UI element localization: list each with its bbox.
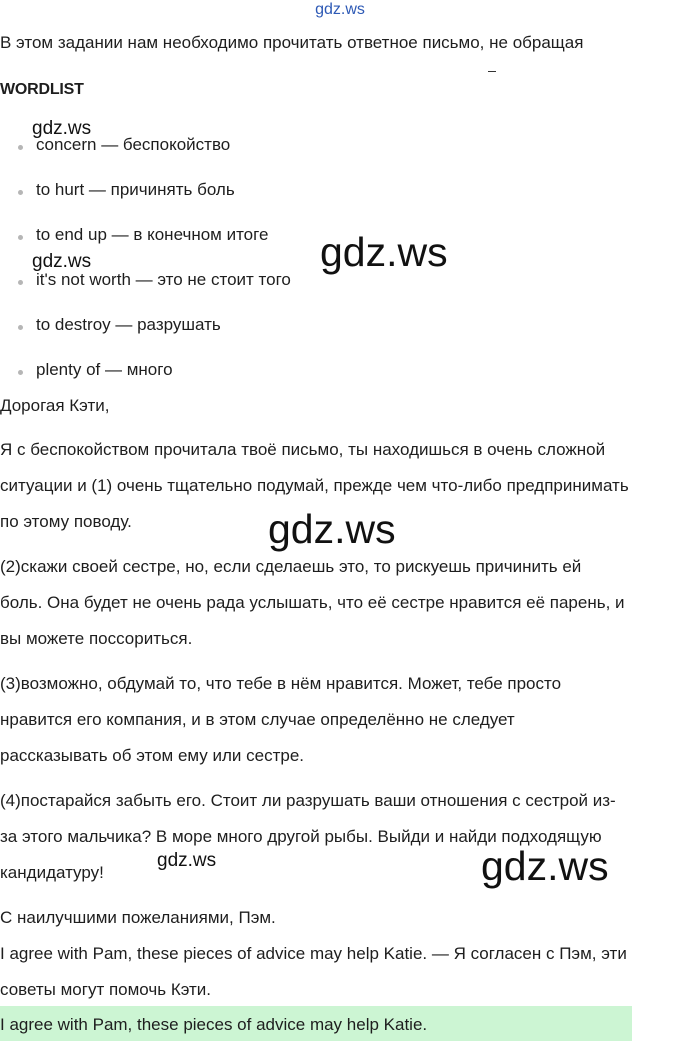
stray-dash (488, 71, 496, 72)
wordlist-heading: WORDLIST (0, 81, 84, 98)
conclusion-line: I agree with Pam, these pieces of advice may help Katie. — Я согласен с Пэм, эти (0, 944, 627, 963)
watermark: gdz.ws (268, 506, 396, 552)
bullet-icon (18, 235, 23, 240)
watermark: gdz.ws (32, 251, 92, 272)
paragraph-line: по этому поводу. (0, 512, 132, 531)
paragraph-line: нравится его компания, и в этом случае определённо не следует (0, 710, 515, 729)
bullet-icon (18, 145, 23, 150)
bullet-icon (18, 280, 23, 285)
wordlist-item-text: to destroy — разрушать (36, 315, 221, 334)
bullet-icon (18, 325, 23, 330)
wordlist-item-text: it's not worth — это не стоит того (36, 270, 291, 289)
paragraph-line: вы можете поссориться. (0, 629, 193, 648)
wordlist-item-text: to hurt — причинять боль (36, 180, 235, 199)
watermark: gdz.ws (320, 229, 448, 275)
watermark: gdz.ws (157, 850, 217, 871)
watermark: gdz.ws (32, 118, 92, 139)
paragraph-line: за этого мальчика? В море много другой рыбы. Выйди и найди подходящую (0, 827, 602, 846)
paragraph-line: кандидатуру! (0, 863, 104, 882)
answer-text: I agree with Pam, these pieces of advice may help Katie. (0, 1015, 428, 1034)
watermark: gdz.ws (481, 843, 609, 889)
bullet-icon (18, 190, 23, 195)
conclusion-line: советы могут помочь Кэти. (0, 980, 212, 999)
paragraph-line: ситуации и (1) очень тщательно подумай, прежде чем что-либо предпринимать (0, 476, 629, 495)
bullet-icon (18, 370, 23, 375)
paragraph-line: Я с беспокойством прочитала твоё письмо, ты находишься в очень сложной (0, 440, 606, 459)
paragraph-line: (4)постарайся забыть его. Стоит ли разрушать ваши отношения с сестрой из- (0, 791, 616, 810)
wordlist-item-text: plenty of — много (36, 360, 173, 379)
paragraph-line: боль. Она будет не очень рада услышать, что её сестре нравится её парень, и (0, 593, 625, 612)
wordlist-item-text: concern — беспокойство (36, 135, 231, 154)
wordlist-item-text: to end up — в конечном итоге (36, 225, 269, 244)
paragraph-line: (2)скажи своей сестре, но, если сделаешь это, то рискуешь причинить ей (0, 557, 582, 576)
letter-greeting: Дорогая Кэти, (0, 396, 110, 415)
paragraph-line: рассказывать об этом ему или сестре. (0, 746, 305, 765)
letter-signoff: С наилучшими пожеланиями, Пэм. (0, 908, 276, 927)
watermark-top: gdz.ws (315, 1, 365, 18)
intro-text: В этом задании нам необходимо прочитать ответное письмо, не обращая (0, 33, 584, 52)
paragraph-line: (3)возможно, обдумай то, что тебе в нём нравится. Может, тебе просто (0, 674, 562, 693)
